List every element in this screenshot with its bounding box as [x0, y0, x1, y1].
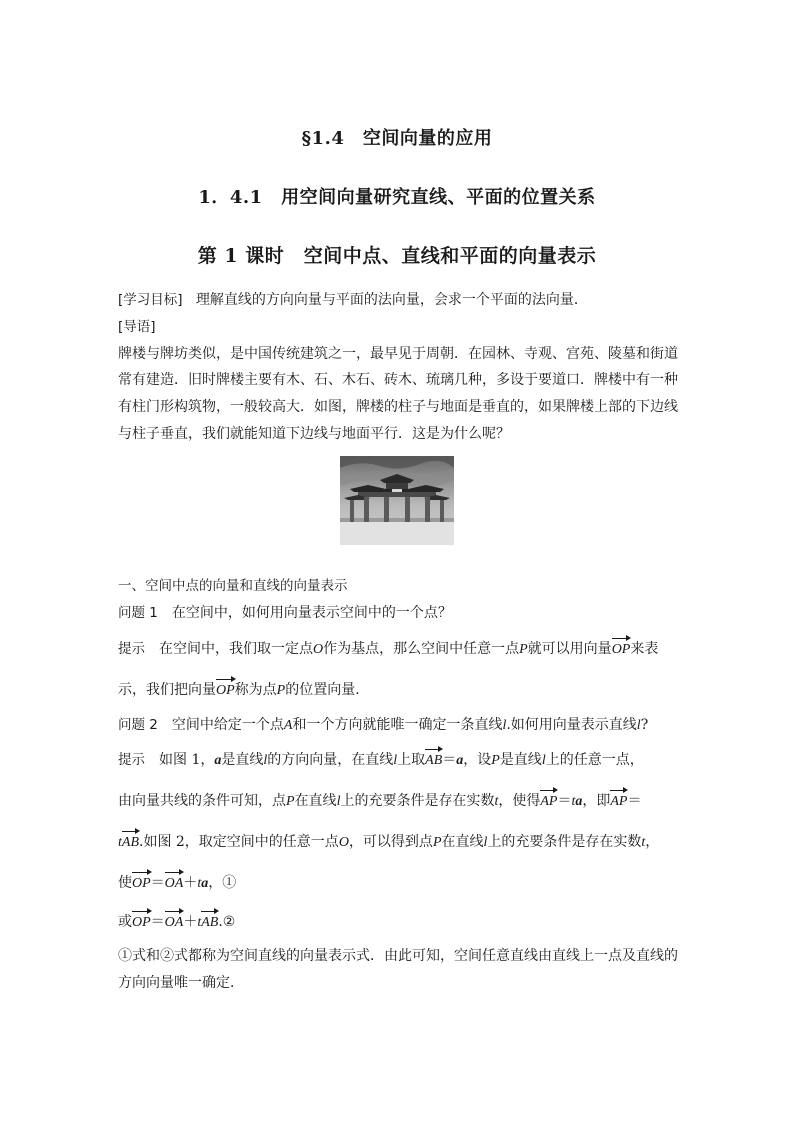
- intro-line: 与柱子垂直，我们就能知道下边线与地面平行．这是为什么呢？: [118, 426, 510, 442]
- conclusion-line: 方向向量唯一确定．: [118, 975, 244, 991]
- vector-ab: AB: [425, 753, 443, 768]
- vector-op: OP: [132, 876, 151, 891]
- vector-op: OP: [132, 915, 151, 930]
- hint-label: 提示: [118, 752, 145, 768]
- vector-ab: AB: [201, 915, 219, 930]
- learning-goal-text: 理解直线的方向向量与平面的法向量，会求一个平面的法向量．: [195, 292, 588, 308]
- intro-label: [导语]: [118, 319, 156, 335]
- hint-2: 提示 如图 1，a是直线l的方向向量，在直线l上取AB＝a，设P是直线l上的任意一点，: [118, 752, 644, 768]
- question-label: 问题 1: [118, 605, 158, 621]
- section-title: §1.4 空间向量的应用: [301, 128, 493, 149]
- hint-2-line-2: 由向量共线的条件可知，点P在直线l上的充要条件是存在实数t，使得AP＝ta，即AP＝: [118, 793, 642, 809]
- vector-op: OP: [216, 683, 235, 698]
- hint-2-line-3: tAB.如图 2，取定空间中的任意一点O，可以得到点P在直线l上的充要条件是存在实数t，: [118, 834, 660, 850]
- hint-label: 提示: [118, 641, 145, 657]
- vector-op: OP: [611, 642, 631, 657]
- vector-ap: AP: [540, 794, 558, 809]
- section-heading: 一、空间中点的向量和直线的向量表示: [118, 578, 348, 594]
- equation-1: 使OP＝OA＋ta，①: [118, 875, 237, 891]
- intro-line: 有柱门形构筑物，一般较高大．如图，牌楼的柱子与地面是垂直的，如果牌楼上部的下边线: [118, 399, 678, 415]
- question-2: 问题 2 空间中给定一个点A和一个方向就能唯一确定一条直线l.如何用向量表示直线l?: [118, 717, 649, 733]
- lesson-title: 第 1 课时 空间中点、直线和平面的向量表示: [197, 245, 597, 267]
- archway-photo: [340, 456, 454, 545]
- learning-goal-label: [学习目标]: [118, 292, 183, 308]
- hint-1-continued: 示，我们把向量OP称为点P的位置向量．: [118, 682, 370, 698]
- vector-oa: OA: [164, 915, 184, 930]
- question-label: 问题 2: [118, 717, 158, 733]
- vector-oa: OA: [164, 876, 184, 891]
- subsection-title: 1．4.1 用空间向量研究直线、平面的位置关系: [198, 187, 596, 208]
- vector-ap: AP: [610, 794, 628, 809]
- conclusion-line: ①式和②式都称为空间直线的向量表示式．由此可知，空间任意直线由直线上一点及直线的: [118, 948, 678, 964]
- hint-1: 提示 在空间中，我们取一定点O作为基点，那么空间中任意一点P就可以用向量OP来表: [118, 641, 659, 657]
- intro-line: 牌楼与牌坊类似，是中国传统建筑之一，最早见于周朝．在园林、寺观、宫苑、陵墓和街道: [118, 346, 678, 362]
- intro-line: 常有建造．旧时牌楼主要有木、石、木石、砖木、琉璃几种，多设于要道口．牌楼中有一种: [118, 372, 678, 388]
- equation-2: 或OP＝OA＋tAB.②: [118, 914, 236, 930]
- vector-ab: AB: [121, 835, 139, 850]
- question-1: 问题 1 在空间中，如何用向量表示空间中的一个点？: [118, 605, 452, 621]
- learning-goal: [118, 291, 683, 309]
